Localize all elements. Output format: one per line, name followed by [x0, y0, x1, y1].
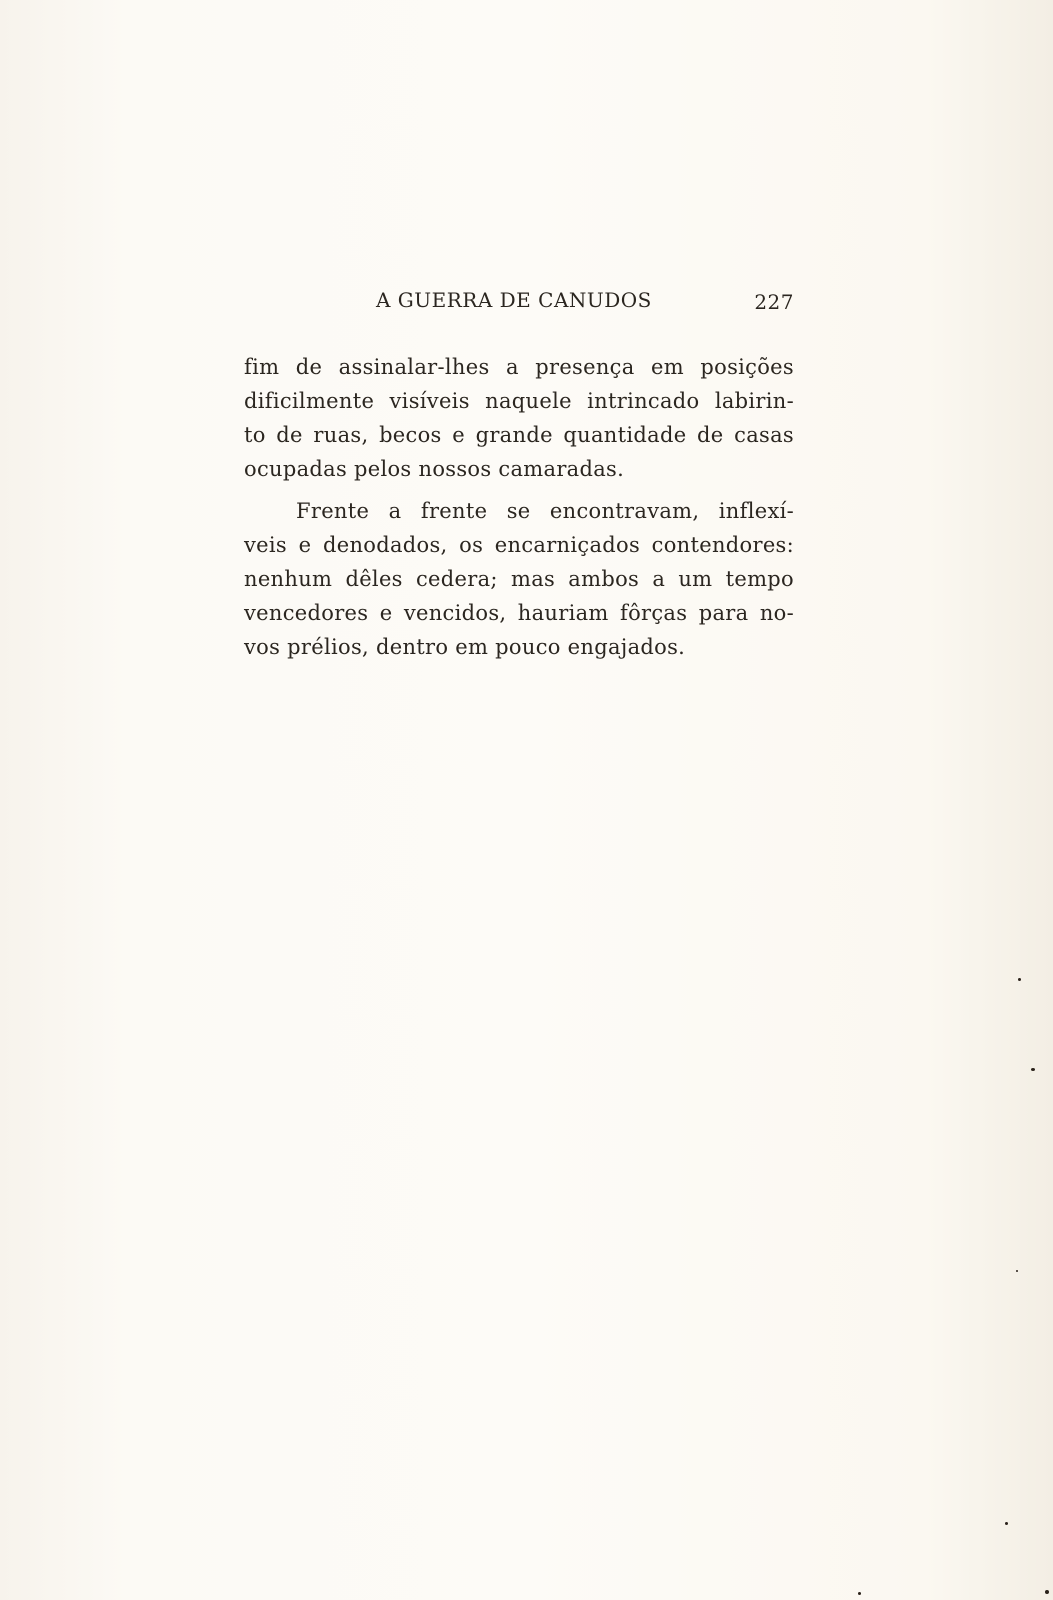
paper-speck: [858, 1592, 861, 1595]
text-line: to de ruas, becos e grande quantidade de casas: [244, 423, 794, 447]
paper-speck: [1005, 1522, 1008, 1525]
text-line: Frente a frente se encontravam, inflexí-: [296, 499, 794, 523]
text-line: dificilmente visíveis naquele intrincado labirin-: [244, 389, 794, 413]
text-line: veis e denodados, os encarniçados contendores:: [244, 533, 794, 557]
text-line: vencedores e vencidos, hauriam fôrças para no-: [244, 601, 794, 625]
paragraph-1: [244, 350, 794, 486]
text-line: fim de assinalar-lhes a presença em posições: [244, 355, 794, 379]
page-number: 227: [754, 290, 794, 314]
body-text: [244, 350, 794, 664]
text-line: ocupadas pelos nossos camaradas.: [244, 457, 625, 481]
paper-speck: [1016, 1270, 1018, 1272]
text-line: vos prélios, dentro em pouco engajados.: [244, 635, 686, 659]
paragraph-2: [244, 494, 794, 664]
paper-speck: [1045, 1590, 1049, 1594]
paper-speck: [1031, 1068, 1035, 1071]
text-line: nenhum dêles cedera; mas ambos a um tempo: [244, 567, 794, 591]
paper-speck: [1018, 978, 1021, 981]
running-title: A GUERRA DE CANUDOS: [376, 288, 652, 312]
running-head: [244, 288, 794, 312]
